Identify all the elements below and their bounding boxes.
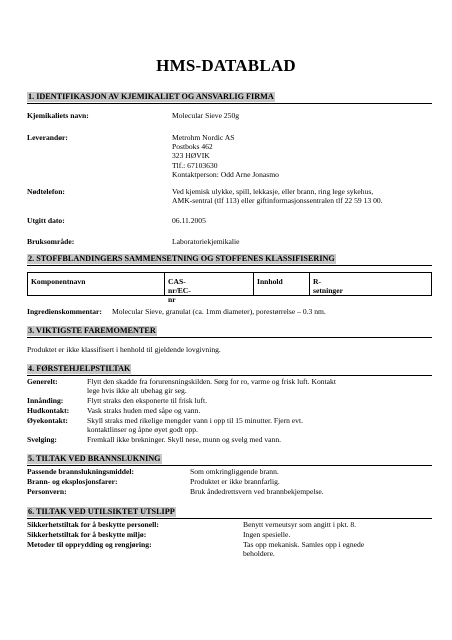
- emergency-phone-text: [172, 187, 383, 205]
- fire-hazard-value: Produktet er ikke brannfarlig.: [190, 477, 280, 486]
- cleanup-line: Tas opp mekanisk. Samles opp i egnede: [243, 540, 365, 549]
- personnel-protection-value: Benytt verneutsyr som angitt i pkt. 8.: [243, 520, 357, 529]
- column-header-r-phrases: R-setninger: [313, 277, 343, 295]
- swallowing-label: Svelging:: [27, 435, 57, 444]
- personal-protection-label: Personvern:: [27, 487, 67, 496]
- personnel-protection-label: Sikkerhetstiltak for å beskytte personell:: [27, 520, 159, 529]
- fire-hazard-label: Brann- og eksplosjonsfarer:: [27, 477, 118, 486]
- environment-protection-label: Sikkerhetstiltak for å beskytte miljø:: [27, 530, 147, 539]
- first-aid-line: Flytt den skadde fra forurensningskilden. Sørg for ro, varme og frisk luft. Kontakt: [87, 377, 336, 386]
- section-4-heading: 4. FØRSTEHJELPSTILTAK: [28, 364, 131, 373]
- eye-contact-line: Skyll straks med rikelige mengder vann i opp til 15 minutter. Fjern evt.: [87, 416, 303, 425]
- section-6-divider: [27, 518, 432, 519]
- emergency-phone-label: Nødtelefon:: [27, 187, 65, 196]
- first-aid-general-text: [87, 377, 336, 395]
- section-1-divider: [27, 103, 432, 104]
- chemical-name-label: Kjemikaliets navn:: [27, 111, 89, 120]
- inhalation-value: Flytt straks den eksponerte til frisk luft.: [87, 396, 208, 405]
- supplier-label: Leverandør:: [27, 133, 68, 142]
- column-header-content: Innhold: [257, 277, 283, 286]
- skin-contact-label: Hudkontakt:: [27, 406, 70, 415]
- swallowing-value: Fremkall ikke brekninger. Skyll nese, munn og svelg med vann.: [87, 435, 282, 444]
- issue-date-label: Utgitt dato:: [27, 216, 65, 225]
- section-2-divider: [27, 265, 432, 266]
- emergency-line: AMK-sentral (tlf 113) eller giftinformasjonssentralen tlf 22 59 13 00.: [172, 196, 383, 206]
- section-3-divider: [27, 337, 432, 338]
- environment-protection-value: Ingen spesielle.: [243, 530, 291, 539]
- section-1-heading: 1. IDENTIFIKASJON AV KJEMIKALIET OG ANSVARLIG FIRMA: [28, 92, 274, 101]
- table-cell: [164, 273, 191, 304]
- supplier-line: Metrohm Nordic AS: [172, 133, 235, 142]
- section-2-heading: 2. STOFFBLANDINGERS SAMMENSETNING OG STOFFENES KLASSIFISERING: [28, 254, 335, 263]
- section-5-heading: 5. TILTAK VED BRANNSLUKNING: [28, 454, 161, 463]
- table-cell: [253, 273, 283, 295]
- composition-table: [27, 272, 432, 304]
- ingredient-comment-value: Molecular Sieve, granulat (ca. 1mm diameter), porestørrelse – 0.3 nm.: [112, 307, 326, 316]
- personal-protection-value: Bruk åndedrettsvern ved brannbekjempelse.: [190, 487, 324, 496]
- first-aid-general-label: Generelt:: [27, 377, 58, 386]
- document-title: HMS-DATABLAD: [156, 56, 296, 75]
- cleanup-line: beholdere.: [243, 549, 275, 559]
- inhalation-label: Innånding:: [27, 396, 64, 405]
- use-area-label: Bruksområde:: [27, 237, 75, 246]
- issue-date-value: 06.11.2005: [172, 216, 206, 225]
- supplier-address: [172, 133, 279, 179]
- section-5-divider: [27, 465, 432, 466]
- eye-contact-text: [87, 416, 303, 434]
- section-6-heading: 6. TILTAK VED UTILSIKTET UTSLIPP: [28, 507, 175, 516]
- hazard-statement: Produktet er ikke klassifisert i henhold til gjeldende lovgivning.: [27, 345, 221, 354]
- column-header-component: Komponentnavn: [31, 277, 86, 286]
- supplier-line: Kontaktperson: Odd Arne Jonasmo: [172, 169, 279, 179]
- section-4-divider: [27, 375, 432, 376]
- extinguishing-media-value: Som omkringliggende brann.: [190, 467, 279, 476]
- ingredient-comment-label: Ingredienskommentar:: [27, 307, 102, 316]
- emergency-line: Ved kjemisk ulykke, spill, lekkasje, eller brann, ring lege sykehus,: [172, 187, 374, 196]
- cleanup-methods-label: Metoder til opprydding og rengjøring:: [27, 540, 152, 549]
- cleanup-methods-text: [243, 540, 364, 558]
- section-3-heading: 3. VIKTIGSTE FAREMOMENTER: [28, 326, 156, 335]
- extinguishing-media-label: Passende brannslukningsmiddel:: [27, 467, 134, 476]
- supplier-line: 323 HØVIK: [172, 151, 210, 161]
- column-header-cas: CAS-nr/EC-nr: [168, 277, 191, 304]
- chemical-name-value: Molecular Sieve 250g: [172, 111, 240, 120]
- supplier-line: Tlf.: 67103630: [172, 160, 218, 170]
- use-area-value: Laboratoriekjemikalie: [172, 237, 240, 246]
- eye-contact-label: Øyekontakt:: [27, 416, 68, 425]
- table-cell: [309, 273, 343, 295]
- eye-contact-line: kontaktlinser og åpne øyet godt opp.: [87, 425, 198, 435]
- skin-contact-value: Vask straks huden med såpe og vann.: [87, 406, 201, 415]
- supplier-line: Postboks 462: [172, 142, 213, 152]
- first-aid-line: lege hvis ikke alt ubehag gir seg.: [87, 386, 187, 396]
